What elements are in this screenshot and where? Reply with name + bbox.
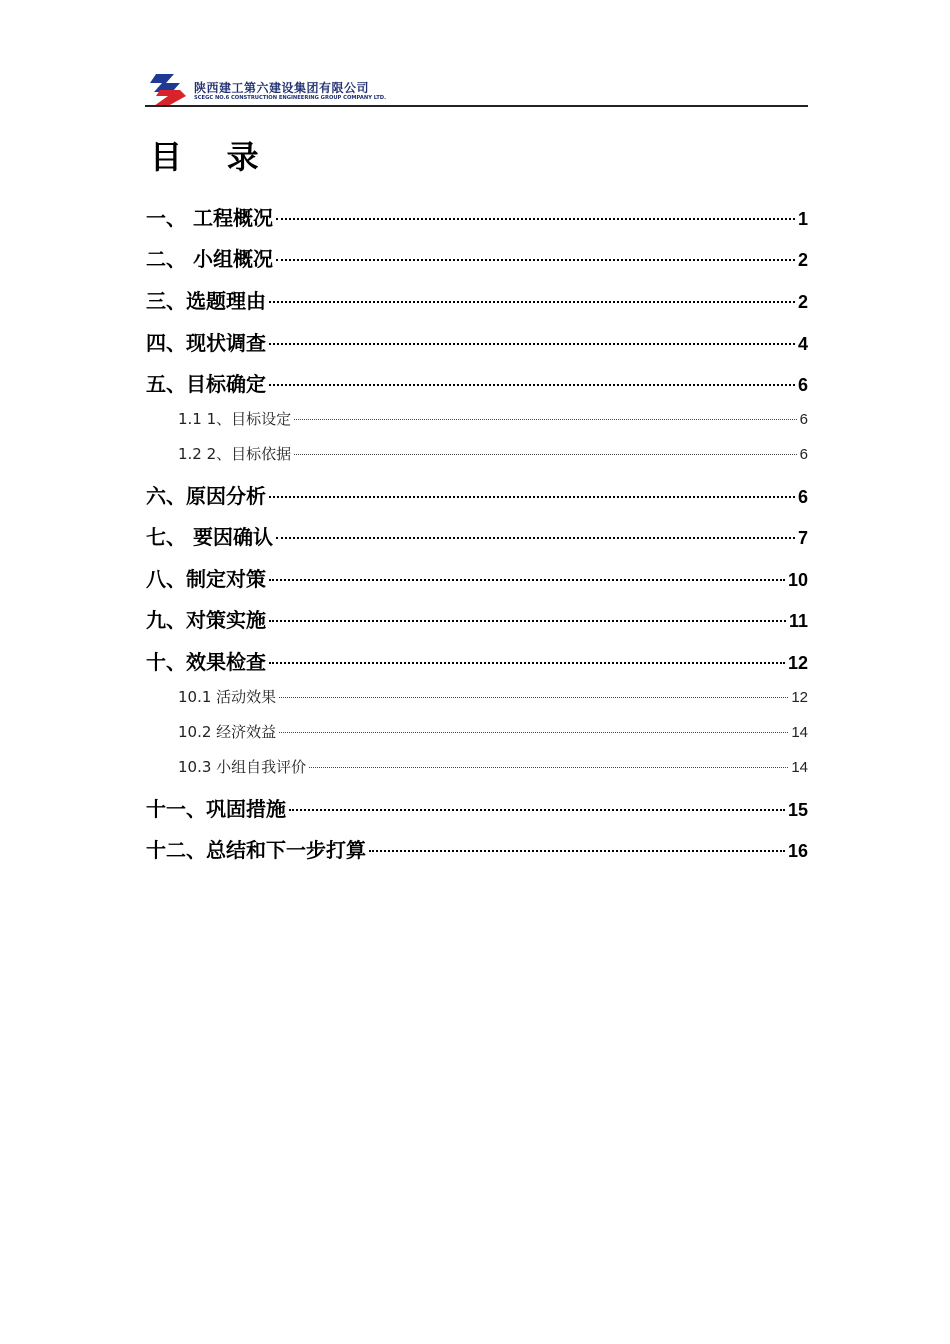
toc-entry-page: 6 xyxy=(797,487,808,507)
toc-entry-page: 10 xyxy=(787,570,808,590)
toc-entry-label: 十、效果检查 xyxy=(146,650,266,674)
dot-leader xyxy=(279,732,788,733)
toc-subentry[interactable] xyxy=(178,756,808,778)
toc-entry-label: 五、目标确定 xyxy=(146,372,266,396)
toc-entry[interactable] xyxy=(146,480,808,508)
toc-entry-label: 四、现状调查 xyxy=(146,331,266,355)
toc-entry-page: 4 xyxy=(797,334,808,354)
dot-leader xyxy=(276,537,795,539)
toc-entry-label: 八、制定对策 xyxy=(146,567,266,591)
toc-entry-label: 十一、巩固措施 xyxy=(146,797,286,821)
toc-entry-page: 15 xyxy=(787,800,808,820)
dot-leader xyxy=(369,850,785,852)
toc-subentry-page: 14 xyxy=(791,724,808,741)
dot-leader xyxy=(269,662,785,664)
dot-leader xyxy=(269,620,786,622)
company-name-en: SCEGC NO.6 CONSTRUCTION ENGINEERING GROUP COMPANY LTD. xyxy=(194,95,387,101)
toc-entry-label: 七、 要因确认 xyxy=(146,525,273,549)
toc-subentry-page: 6 xyxy=(799,446,808,463)
dot-leader xyxy=(276,218,795,220)
toc-subentry-label: 10.1 活动效果 xyxy=(178,688,277,706)
toc-subentry[interactable] xyxy=(178,443,808,465)
dot-leader xyxy=(269,496,795,498)
dot-leader xyxy=(269,301,795,303)
toc-entry-page: 11 xyxy=(788,611,808,631)
toc-entry-label: 六、原因分析 xyxy=(146,484,266,508)
toc-entry-page: 2 xyxy=(797,250,808,270)
toc-entry[interactable] xyxy=(146,285,808,313)
toc-entry[interactable] xyxy=(146,604,808,632)
toc-subentry-page: 12 xyxy=(791,689,808,706)
toc-subentry-label: 10.3 小组自我评价 xyxy=(178,758,307,776)
dot-leader xyxy=(279,697,788,698)
toc-entry-label: 二、 小组概况 xyxy=(146,247,273,271)
toc-entry-page: 2 xyxy=(797,292,808,312)
toc-entry[interactable] xyxy=(146,368,808,396)
dot-leader xyxy=(294,419,796,420)
toc-entry[interactable] xyxy=(146,646,808,674)
toc-entry-page: 16 xyxy=(787,841,808,861)
toc-subentry[interactable] xyxy=(178,408,808,430)
toc-subentry-label: 1.2 2、目标依据 xyxy=(178,445,292,463)
toc-subentry[interactable] xyxy=(178,721,808,743)
toc-entry-page: 1 xyxy=(797,209,808,229)
toc-entry-page: 6 xyxy=(797,375,808,395)
dot-leader xyxy=(309,767,788,768)
toc-entry[interactable] xyxy=(146,327,808,355)
toc-entry-label: 九、对策实施 xyxy=(146,608,266,632)
toc-title: 目 录 xyxy=(150,138,259,176)
dot-leader xyxy=(269,384,795,386)
toc-entry-label: 一、 工程概况 xyxy=(146,206,273,230)
toc-entry-page: 12 xyxy=(787,653,808,673)
dot-leader xyxy=(269,579,785,581)
toc-subentry-page: 14 xyxy=(791,759,808,776)
toc-entry[interactable] xyxy=(146,521,808,549)
toc-subentry-label: 10.2 经济效益 xyxy=(178,723,277,741)
toc-entry[interactable] xyxy=(146,563,808,591)
dot-leader xyxy=(294,454,796,455)
toc-entry-page: 7 xyxy=(797,528,808,548)
toc-subentry-page: 6 xyxy=(799,411,808,428)
toc-entry-label: 三、选题理由 xyxy=(146,289,266,313)
toc-entry-label: 十二、总结和下一步打算 xyxy=(146,838,366,862)
toc-subentry[interactable] xyxy=(178,686,808,708)
toc-entry[interactable] xyxy=(146,243,808,271)
dot-leader xyxy=(276,259,795,261)
dot-leader xyxy=(269,343,795,345)
toc-entry[interactable] xyxy=(146,202,808,230)
toc-entry[interactable] xyxy=(146,834,808,862)
company-name-cn: 陕西建工第六建设集团有限公司 xyxy=(194,81,370,95)
toc-subentry-label: 1.1 1、目标设定 xyxy=(178,410,292,428)
company-logo-icon xyxy=(150,74,186,106)
page-header xyxy=(150,72,808,106)
dot-leader xyxy=(289,809,785,811)
toc-entry[interactable] xyxy=(146,793,808,821)
header-divider xyxy=(145,105,808,107)
